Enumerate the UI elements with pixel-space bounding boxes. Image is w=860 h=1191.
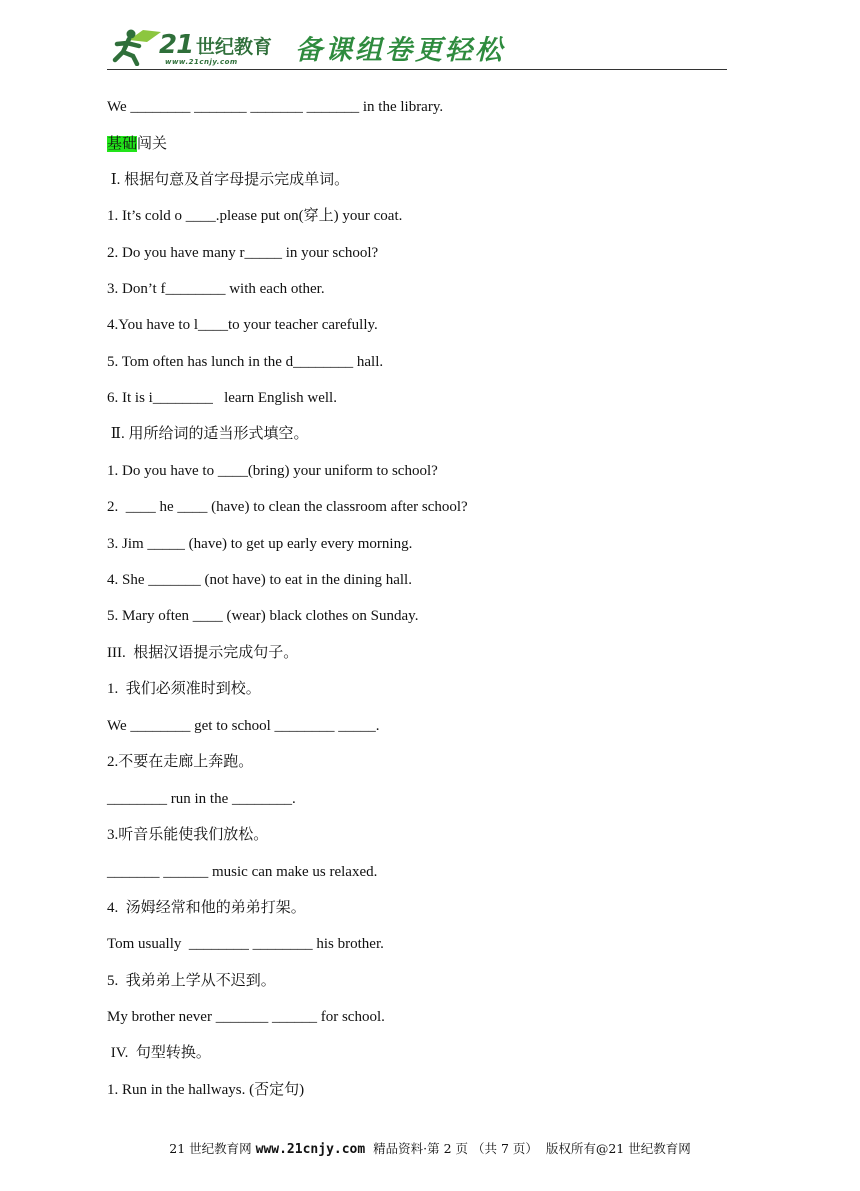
logo-text: 世纪教育: [196, 36, 273, 58]
question-3-5-answer: My brother never _______ ______ for school.: [107, 1009, 385, 1025]
question-3-3-prompt: 3.听音乐能使我们放松。: [107, 827, 269, 843]
header-slogan: 备课组卷更轻松: [295, 35, 505, 66]
section-4-heading: IV. 句型转换。: [107, 1045, 211, 1061]
section-3-heading: III. 根据汉语提示完成句子。: [107, 645, 299, 661]
logo-url: www.21cnjy.com: [165, 58, 238, 66]
question-3-2-prompt: 2.不要在走廊上奔跑。: [107, 754, 254, 770]
footer-left: 21 世纪教育网: [169, 1141, 256, 1156]
footer-right: 精品资料·第 2 页 （共 7 页） 版权所有@21 世纪教育网: [365, 1141, 691, 1156]
question-3-3-answer: _______ ______ music can make us relaxed.: [107, 864, 378, 880]
section-2-heading: Ⅱ. 用所给词的适当形式填空。: [107, 426, 309, 442]
question-1-2: 2. Do you have many r_____ in your school?: [107, 245, 379, 261]
question-1-1: 1. It’s cold o ____.please put on(穿上) your coat.: [107, 208, 403, 224]
section-1-heading: Ⅰ. 根据句意及首字母提示完成单词。: [107, 172, 350, 188]
question-2-3: 3. Jim _____ (have) to get up early every morning.: [107, 536, 413, 552]
highlighted-text: 基础: [107, 136, 138, 152]
question-2-5: 5. Mary often ____ (wear) black clothes on Sunday.: [107, 608, 419, 624]
footer-site-link[interactable]: www.21cnjy.com: [255, 1142, 366, 1157]
question-3-1-answer: We ________ get to school ________ _____.: [107, 718, 380, 734]
question-1-4: 4.You have to l____to your teacher carefully.: [107, 317, 378, 333]
page-header: [107, 24, 727, 70]
page-footer: [0, 1139, 860, 1157]
question-1-5: 5. Tom often has lunch in the d________ hall.: [107, 354, 384, 370]
question-3-4-prompt: 4. 汤姆经常和他的弟弟打架。: [107, 900, 306, 916]
logo-number: 21: [159, 30, 194, 60]
question-2-2: 2. ____ he ____ (have) to clean the classroom after school?: [107, 499, 468, 515]
question-2-1: 1. Do you have to ____(bring) your uniform to school?: [107, 463, 438, 479]
header-divider: [107, 69, 727, 70]
question-1-6: 6. It is i________ learn English well.: [107, 390, 337, 406]
question-2-4: 4. She _______ (not have) to eat in the dining hall.: [107, 572, 412, 588]
section-heading-rest: 闯关: [137, 136, 168, 152]
question-3-2-answer: ________ run in the ________.: [107, 791, 296, 807]
question-1-3: 3. Don’t f________ with each other.: [107, 281, 325, 297]
question-3-1-prompt: 1. 我们必须准时到校。: [107, 681, 261, 697]
question-4-1: 1. Run in the hallways. (否定句): [107, 1082, 305, 1098]
running-man-logo-icon: [109, 26, 165, 66]
question-3-4-answer: Tom usually ________ ________ his brother.: [107, 936, 384, 952]
intro-sentence: We ________ _______ _______ _______ in the library.: [107, 99, 444, 115]
section-heading-basic: [107, 134, 167, 154]
question-3-5-prompt: 5. 我弟弟上学从不迟到。: [107, 973, 276, 989]
